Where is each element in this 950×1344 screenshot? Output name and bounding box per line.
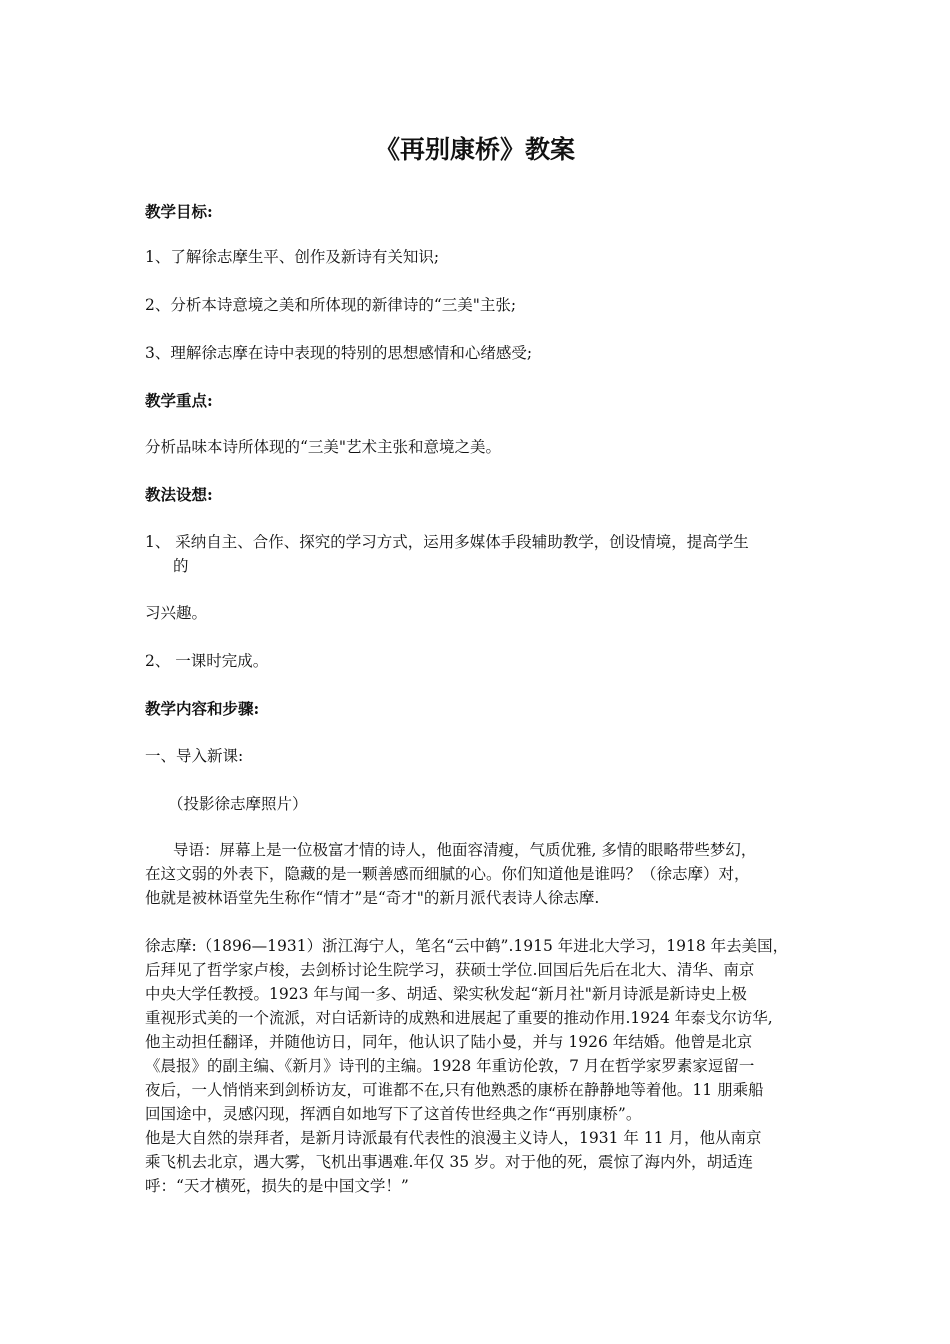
intro-line: 他就是被林语堂先生称作“情才”是“奇才"的新月派代表诗人徐志摩.: [145, 889, 600, 907]
goal-item-1: 1、了解徐志摩生平、创作及新诗有关知识;: [145, 248, 440, 266]
focus-heading: 教学重点:: [145, 391, 213, 410]
method-item-1-line-2: 的: [173, 557, 189, 575]
method-item-1-line-1: 1、 采纳自主、合作、探究的学习方式，运用多媒体手段辅助教学，创设情境，提高学生: [145, 533, 749, 551]
biography-line: 重视形式美的一个流派，对白话新诗的成熟和进展起了重要的推动作用.1924 年泰戈尔访华,: [145, 1009, 773, 1027]
goal-item-3: 3、理解徐志摩在诗中表现的特别的思想感情和心绪感受;: [145, 344, 533, 362]
biography-line: 中央大学任教授。1923 年与闻一多、胡适、梁实秋发起“新月社"新月诗派是新诗史上极: [145, 985, 747, 1003]
biography-line: 呼：“天才横死，损失的是中国文学！”: [145, 1177, 409, 1195]
focus-text: 分析品味本诗所体现的“三美"艺术主张和意境之美。: [145, 438, 502, 456]
projection-note: （投影徐志摩照片）: [168, 795, 308, 813]
method-heading: 教法设想:: [145, 485, 213, 504]
biography-line: 夜后，一人悄悄来到剑桥访友，可谁都不在,只有他熟悉的康桥在静静地等着他。11 朋乘船: [145, 1081, 764, 1099]
biography-line: 徐志摩:（1896—1931）浙江海宁人，笔名“云中鹤”.1915 年进北大学习，1918 年去美国，: [145, 937, 789, 955]
intro-paragraph: [145, 838, 813, 910]
intro-line: 导语：屏幕上是一位极富才情的诗人，他面容清瘦，气质优雅, 多情的眼略带些梦幻，: [173, 841, 757, 859]
biography-line: 乘飞机去北京，遇大雾，飞机出事遇难.年仅 35 岁。对于他的死，震惊了海内外，胡适连: [145, 1153, 754, 1171]
biography-line: 回国途中，灵感闪现，挥洒自如地写下了这首传世经典之作“再别康桥”。: [145, 1105, 642, 1123]
biography-line: 他是大自然的崇拜者，是新月诗派最有代表性的浪漫主义诗人，1931 年 11 月，他从南京: [145, 1129, 762, 1147]
steps-heading: 教学内容和步骤:: [145, 699, 260, 718]
method-item-2: 2、 一课时完成。: [145, 652, 269, 670]
method-item-1-continued: 习兴趣。: [145, 604, 208, 622]
document-title: 《再别康桥》教案: [374, 135, 575, 164]
goal-item-2: 2、分析本诗意境之美和所体现的新律诗的“三美"主张;: [145, 296, 517, 314]
section-1-heading: 一、导入新课:: [145, 747, 244, 765]
biography-line: 他主动担任翻译，并随他访日，同年，他认识了陆小曼，并与 1926 年结婚。他曾是北京: [145, 1033, 753, 1051]
intro-line: 在这文弱的外表下，隐藏的是一颗善感而细腻的心。你们知道他是谁吗？（徐志摩）对，: [145, 865, 750, 883]
biography-line: 后拜见了哲学家卢梭，去剑桥讨论生院学习，获硕士学位.回国后先后在北大、清华、南京: [145, 961, 755, 979]
goals-heading: 教学目标:: [145, 202, 213, 221]
biography-line: 《晨报》的副主编、《新月》诗刊的主编。1928 年重访伦敦，7 月在哲学家罗素家逗留一: [145, 1057, 755, 1075]
biography-paragraph: [145, 934, 813, 1198]
